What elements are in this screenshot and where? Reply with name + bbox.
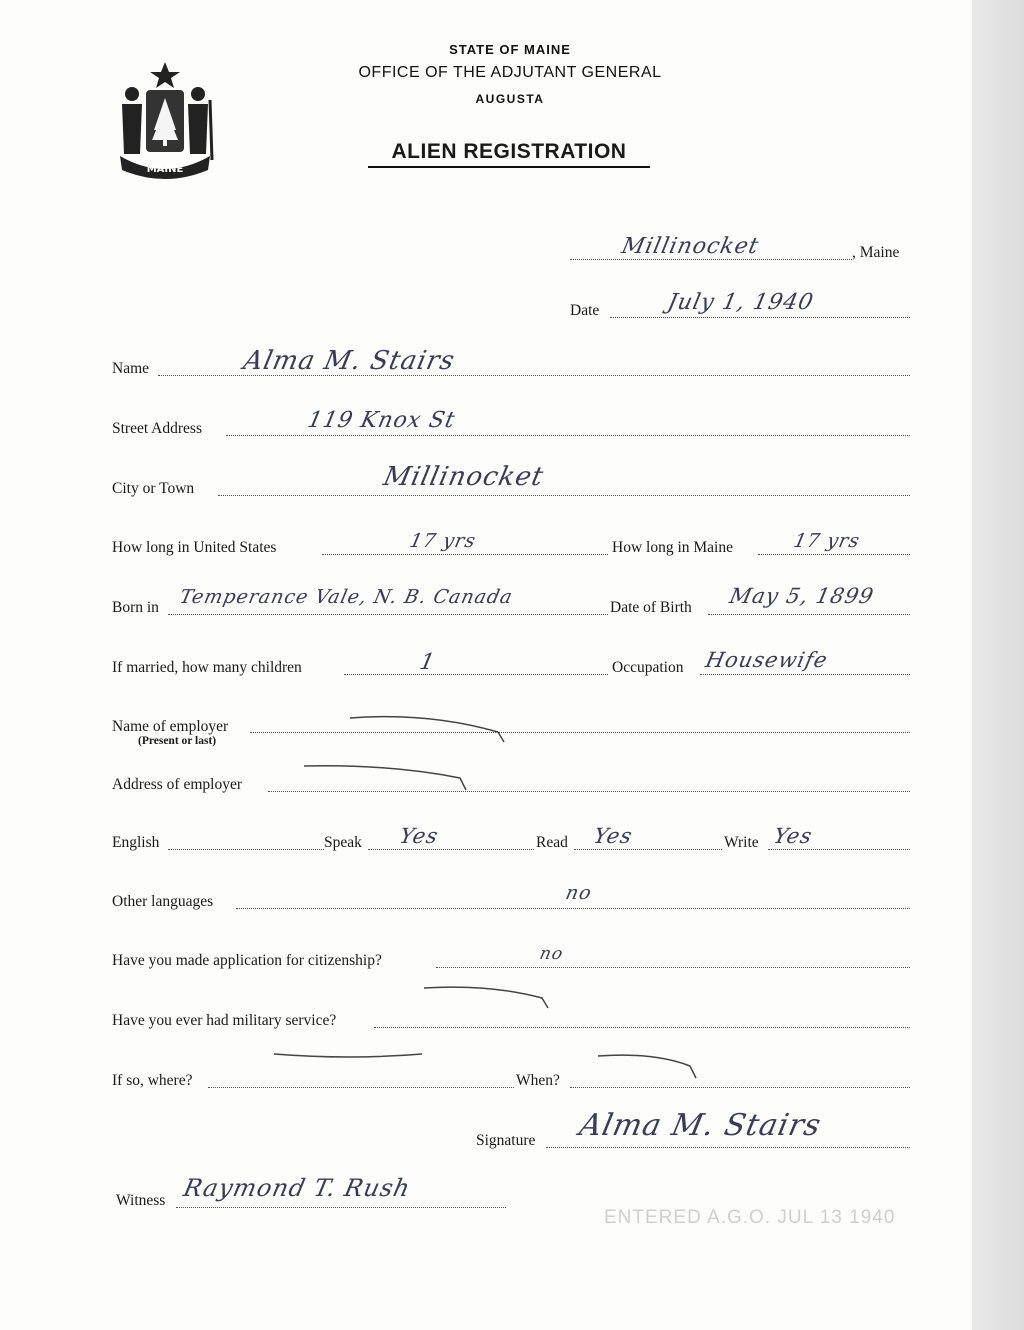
read-dotted-line (574, 848, 722, 850)
born-dotted-line (168, 613, 608, 615)
dob-value: May 5, 1899 (727, 584, 877, 608)
speak-value: Yes (397, 824, 441, 848)
children-dotted-line (344, 673, 608, 675)
name-value: Alma M. Stairs (240, 346, 458, 376)
us-label: How long in United States (112, 539, 277, 556)
us-dotted-line (322, 553, 608, 555)
witness-dotted-line (176, 1206, 506, 1208)
military-dotted-line (374, 1026, 910, 1028)
date-label: Date (570, 302, 600, 319)
date-dotted-line (610, 316, 910, 318)
dob-label: Date of Birth (610, 599, 692, 616)
where-label: If so, where? (112, 1072, 193, 1089)
write-label: Write (724, 834, 759, 851)
born-label: Born in (112, 599, 159, 616)
occupation-label: Occupation (612, 659, 684, 676)
city-dotted-line (218, 494, 910, 496)
occupation-value: Housewife (703, 648, 831, 672)
when-label: When? (516, 1072, 560, 1089)
city-label: City or Town (112, 480, 195, 497)
header-state: STATE OF MAINE (449, 42, 571, 57)
witness-label: Witness (116, 1192, 166, 1209)
read-value: Yes (591, 824, 635, 848)
received-stamp: ENTERED A.G.O. JUL 13 1940 (604, 1207, 896, 1228)
signature-value: Alma M. Stairs (576, 1108, 825, 1143)
citizenship-label: Have you made application for citizenship? (112, 952, 382, 969)
where-blank-dash (270, 1046, 430, 1066)
employer-blank-dash (348, 710, 508, 746)
maine-state-seal-icon (112, 60, 218, 182)
employer-sublabel: (Present or last) (138, 735, 217, 747)
street-value: 119 Knox St (305, 408, 458, 433)
when-dotted-line (570, 1086, 910, 1088)
write-value: Yes (771, 824, 815, 848)
english-label: English (112, 834, 160, 851)
town-value: Millinocket (619, 234, 762, 259)
header-city: AUGUSTA (475, 92, 545, 106)
military-label: Have you ever had military service? (112, 1012, 337, 1029)
maine-dotted-line (758, 553, 910, 555)
speak-dotted-line (368, 848, 534, 850)
form-title: ALIEN REGISTRATION (368, 140, 650, 168)
other-lang-value: no (563, 882, 595, 904)
dob-dotted-line (708, 613, 910, 615)
name-label: Name (112, 360, 150, 377)
when-blank-dash (594, 1050, 704, 1084)
children-value: 1 (417, 650, 438, 675)
employer-label: Name of employer (112, 718, 229, 735)
city-value: Millinocket (380, 462, 547, 492)
date-value: July 1, 1940 (665, 290, 817, 315)
emp-address-blank-dash (300, 760, 470, 794)
where-dotted-line (208, 1086, 514, 1088)
occupation-dotted-line (700, 673, 910, 675)
born-value: Temperance Vale, N. B. Canada (177, 586, 515, 608)
citizenship-dotted-line (436, 966, 910, 968)
other-lang-dotted-line (236, 907, 910, 909)
military-blank-dash (420, 980, 560, 1014)
speak-label: Speak (324, 834, 362, 851)
us-value: 17 yrs (407, 530, 479, 552)
citizenship-value: no (537, 944, 566, 964)
signature-dotted-line (546, 1146, 910, 1148)
maine-label: How long in Maine (612, 539, 733, 556)
maine-value: 17 yrs (791, 530, 863, 552)
signature-label: Signature (476, 1132, 536, 1149)
town-suffix: , Maine (852, 244, 900, 261)
children-label: If married, how many children (112, 659, 302, 676)
other-lang-label: Other languages (112, 893, 214, 910)
write-dotted-line (768, 848, 910, 850)
header-office: OFFICE OF THE ADJUTANT GENERAL (358, 64, 662, 81)
english-dotted-line (168, 848, 324, 850)
emp-address-label: Address of employer (112, 776, 242, 793)
read-label: Read (536, 834, 568, 851)
street-label: Street Address (112, 420, 202, 437)
street-dotted-line (226, 434, 910, 436)
witness-value: Raymond T. Rush (181, 1174, 414, 1202)
svg-text:MAINE: MAINE (146, 164, 184, 175)
scan-border (972, 0, 1024, 1330)
